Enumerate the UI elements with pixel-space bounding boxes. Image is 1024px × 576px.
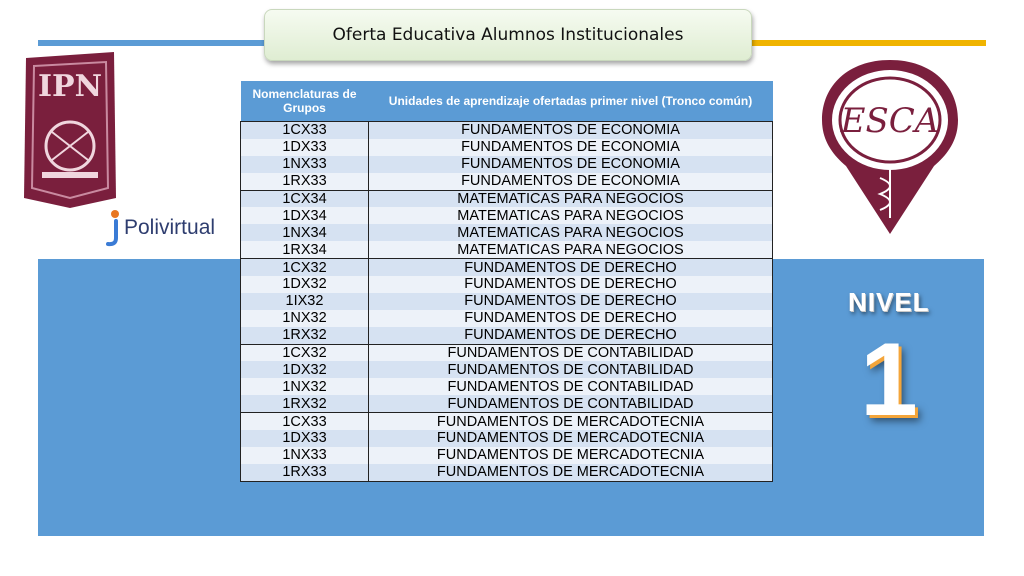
- table-row: [241, 224, 773, 241]
- subject-cell: FUNDAMENTOS DE CONTABILIDAD: [369, 378, 773, 395]
- polivirtual-logo: [104, 208, 215, 248]
- subject-cell: FUNDAMENTOS DE DERECHO: [369, 327, 773, 344]
- header-subject: Unidades de aprendizaje ofertadas primer nivel (Tronco común): [369, 81, 773, 122]
- subject-cell: MATEMATICAS PARA NEGOCIOS: [369, 207, 773, 224]
- group-code-cell: 1DX32: [241, 361, 369, 378]
- subject-cell: FUNDAMENTOS DE DERECHO: [369, 259, 773, 276]
- table-row: [241, 259, 773, 276]
- subject-cell: FUNDAMENTOS DE ECONOMIA: [369, 139, 773, 156]
- table-row: [241, 293, 773, 310]
- group-code-cell: 1CX32: [241, 259, 369, 276]
- groups-table: [240, 81, 772, 482]
- accent-bar-left: [38, 40, 270, 46]
- group-code-cell: 1CX33: [241, 413, 369, 430]
- group-code-cell: 1NX33: [241, 156, 369, 173]
- table-header-row: [241, 81, 773, 122]
- svg-text:IPN: IPN: [37, 69, 103, 104]
- level-label: NIVEL: [848, 287, 930, 317]
- group-code-cell: 1RX34: [241, 241, 369, 258]
- group-code-cell: 1NX32: [241, 310, 369, 327]
- subject-cell: FUNDAMENTOS DE MERCADOTECNIA: [369, 447, 773, 464]
- subject-cell: FUNDAMENTOS DE ECONOMIA: [369, 122, 773, 139]
- svg-text:ESCA: ESCA: [840, 101, 940, 141]
- table-row: [241, 361, 773, 378]
- table-row: [241, 413, 773, 430]
- table-row: [241, 276, 773, 293]
- subject-cell: FUNDAMENTOS DE DERECHO: [369, 310, 773, 327]
- subject-cell: FUNDAMENTOS DE MERCADOTECNIA: [369, 464, 773, 481]
- subject-cell: MATEMATICAS PARA NEGOCIOS: [369, 241, 773, 258]
- subject-cell: FUNDAMENTOS DE DERECHO: [369, 293, 773, 310]
- table-row: [241, 430, 773, 447]
- subject-cell: FUNDAMENTOS DE ECONOMIA: [369, 173, 773, 190]
- table-row: [241, 139, 773, 156]
- group-code-cell: 1CX33: [241, 122, 369, 139]
- group-code-cell: 1IX32: [241, 293, 369, 310]
- table-row: [241, 447, 773, 464]
- group-code-cell: 1RX33: [241, 173, 369, 190]
- table-row: [241, 173, 773, 190]
- group-code-cell: 1CX32: [241, 344, 369, 361]
- polivirtual-mark-icon: [104, 208, 122, 248]
- table-row: [241, 378, 773, 395]
- esca-crest-icon: [820, 58, 960, 243]
- table-row: [241, 344, 773, 361]
- table-row: [241, 395, 773, 412]
- ipn-crest-icon: [18, 48, 122, 215]
- table-row: [241, 207, 773, 224]
- subject-cell: FUNDAMENTOS DE CONTABILIDAD: [369, 361, 773, 378]
- group-code-cell: 1DX32: [241, 276, 369, 293]
- subject-cell: FUNDAMENTOS DE MERCADOTECNIA: [369, 430, 773, 447]
- group-code-cell: 1NX32: [241, 378, 369, 395]
- group-code-cell: 1DX34: [241, 207, 369, 224]
- group-code-cell: 1DX33: [241, 139, 369, 156]
- table-row: [241, 327, 773, 344]
- page-title: Oferta Educativa Alumnos Institucionales: [264, 9, 752, 61]
- subject-cell: FUNDAMENTOS DE MERCADOTECNIA: [369, 413, 773, 430]
- accent-bar-right: [748, 40, 986, 46]
- group-code-cell: 1DX33: [241, 430, 369, 447]
- subject-cell: FUNDAMENTOS DE DERECHO: [369, 276, 773, 293]
- header-group-code: Nomenclaturas de Grupos: [241, 81, 369, 122]
- group-code-cell: 1RX32: [241, 395, 369, 412]
- subject-cell: FUNDAMENTOS DE CONTABILIDAD: [369, 395, 773, 412]
- table-body: [241, 122, 773, 482]
- group-code-cell: 1NX33: [241, 447, 369, 464]
- table-row: [241, 310, 773, 327]
- table-row: [241, 122, 773, 139]
- group-code-cell: 1NX34: [241, 224, 369, 241]
- table-row: [241, 464, 773, 481]
- subject-cell: MATEMATICAS PARA NEGOCIOS: [369, 224, 773, 241]
- group-code-cell: 1RX32: [241, 327, 369, 344]
- table-row: [241, 241, 773, 258]
- level-number: 1: [860, 322, 918, 438]
- group-code-cell: 1CX34: [241, 190, 369, 207]
- subject-cell: FUNDAMENTOS DE ECONOMIA: [369, 156, 773, 173]
- polivirtual-text: Polivirtual: [124, 216, 216, 239]
- subject-cell: FUNDAMENTOS DE CONTABILIDAD: [369, 344, 773, 361]
- subject-cell: MATEMATICAS PARA NEGOCIOS: [369, 190, 773, 207]
- table-row: [241, 190, 773, 207]
- group-code-cell: 1RX33: [241, 464, 369, 481]
- table-row: [241, 156, 773, 173]
